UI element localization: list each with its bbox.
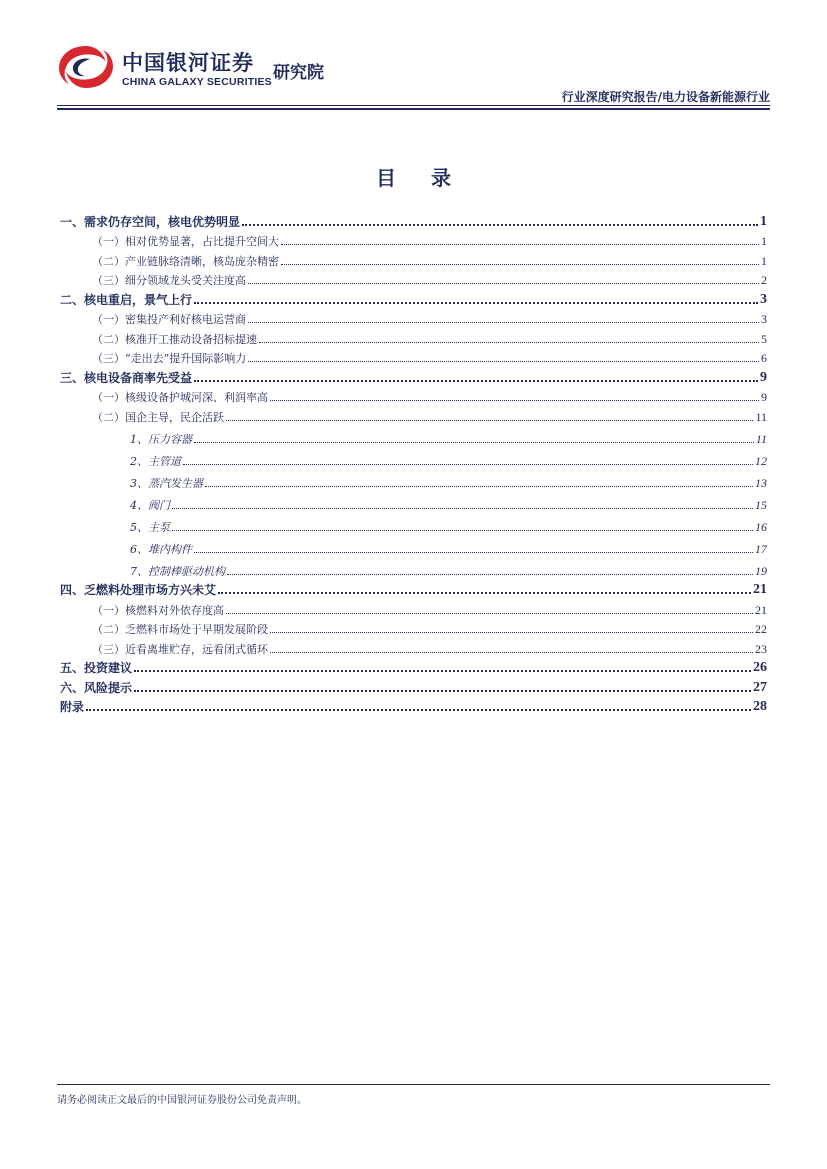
toc-dot-leader <box>134 689 751 692</box>
toc-page-number: 21 <box>753 582 767 597</box>
toc-dot-leader <box>270 631 753 633</box>
toc-dot-leader <box>281 263 759 265</box>
toc-page-number: 27 <box>753 679 767 695</box>
toc-dot-leader <box>194 379 758 382</box>
toc-entry-label: 一、需求仍存空间，核电优势明显 <box>60 214 241 229</box>
toc-entry-label: 4、阀门 <box>130 498 170 512</box>
toc-dot-leader <box>194 301 758 304</box>
brand-institute: 研究院 <box>273 63 324 83</box>
toc-entry-label: （三）近看离堆贮存，远看闭式循环 <box>92 642 268 656</box>
header-divider-thick <box>57 108 770 110</box>
toc-section-entry[interactable] <box>60 657 767 677</box>
toc-page-number: 19 <box>755 563 767 578</box>
toc-entry-label: （三）细分领域龙头受关注度高 <box>92 274 246 287</box>
toc-dot-leader <box>242 223 758 226</box>
toc-dot-leader <box>226 419 753 421</box>
toc-dot-leader <box>134 669 751 672</box>
footer-divider <box>57 1084 770 1085</box>
toc-page-number: 16 <box>755 519 767 534</box>
toc-page-number: 6 <box>761 351 767 365</box>
brand-name-cn: 中国银河证券 <box>122 51 254 75</box>
toc-entry-label: 7、控制棒驱动机构 <box>130 564 225 578</box>
toc-entry-label: 五、投资建议 <box>60 661 133 675</box>
toc-entry-label: 附录 <box>60 700 85 714</box>
toc-item-entry[interactable] <box>60 447 767 469</box>
toc-section-entry[interactable] <box>60 366 767 386</box>
toc-dot-leader <box>172 529 753 531</box>
toc-page-number: 23 <box>755 641 767 656</box>
toc-entry-label: （二）国企主导，民企活跃 <box>92 410 224 424</box>
toc-page-number: 2 <box>761 273 767 287</box>
toc-dot-leader <box>172 507 753 509</box>
toc-section-entry[interactable] <box>60 288 767 308</box>
footer-disclaimer: 请务必阅读正文最后的中国银河证券股份公司免责声明。 <box>57 1095 307 1106</box>
toc-entry-label: 四、乏燃料处理市场方兴未艾 <box>60 583 217 597</box>
toc-subsection-entry[interactable] <box>60 618 767 638</box>
toc-dot-leader <box>281 243 759 245</box>
toc-dot-leader <box>259 341 759 343</box>
toc-entry-label: （一）相对优势显著，占比提升空间大 <box>92 235 279 248</box>
toc-entry-label: （三）“走出去”提升国际影响力 <box>92 352 247 365</box>
toc-page-number: 5 <box>761 331 767 346</box>
toc-subsection-entry[interactable] <box>60 637 767 657</box>
toc-page-number: 11 <box>755 431 767 446</box>
toc-page-number: 3 <box>760 291 767 307</box>
toc-subsection-entry[interactable] <box>60 405 767 425</box>
toc-entry-label: 1、压力容器 <box>130 432 192 446</box>
toc-page-number: 13 <box>755 475 767 490</box>
toc-title: 目 录 <box>376 166 465 190</box>
toc-page-number: 9 <box>761 390 767 404</box>
toc-page-number: 15 <box>755 497 767 512</box>
toc-page-number: 17 <box>755 541 767 556</box>
toc-page-number: 11 <box>755 409 767 424</box>
toc-dot-leader <box>86 708 751 711</box>
toc-item-entry[interactable] <box>60 491 767 513</box>
brand-name-en: CHINA GALAXY SECURITIES <box>122 76 272 88</box>
galaxy-swirl-logo-icon <box>56 42 116 92</box>
toc-page-number: 22 <box>755 622 767 636</box>
toc-page-number: 26 <box>753 660 767 675</box>
toc-item-entry[interactable] <box>60 425 767 447</box>
toc-dot-leader <box>248 282 759 284</box>
toc-page-number: 9 <box>760 369 767 385</box>
header-divider <box>57 105 770 106</box>
toc-entry-label: （一）核级设备护城河深、利润率高 <box>92 391 268 404</box>
toc-section-entry[interactable] <box>60 579 767 599</box>
toc-entry-label: （二）产业链脉络清晰，核岛庞杂精密 <box>92 254 279 268</box>
toc-subsection-entry[interactable] <box>60 347 767 367</box>
toc-dot-leader <box>270 651 753 653</box>
toc-page-number: 3 <box>761 312 767 326</box>
toc-section-entry[interactable] <box>60 696 767 716</box>
toc-subsection-entry[interactable] <box>60 230 767 250</box>
toc-subsection-entry[interactable] <box>60 269 767 289</box>
toc-entry-label: 3、蒸汽发生器 <box>130 476 203 490</box>
toc-page-number: 1 <box>760 213 767 229</box>
toc-subsection-entry[interactable] <box>60 308 767 328</box>
toc-subsection-entry[interactable] <box>60 386 767 406</box>
toc-entry-label: （一）核燃料对外依存度高 <box>92 603 224 617</box>
toc-dot-leader <box>248 321 759 323</box>
toc-entry-label: 6、堆内构件 <box>130 542 192 556</box>
toc-dot-leader <box>227 573 753 575</box>
toc-dot-leader <box>226 612 753 614</box>
toc-dot-leader <box>205 485 753 487</box>
toc-subsection-entry[interactable] <box>60 598 767 618</box>
toc-entry-label: （二）核准开工推动设备招标提速 <box>92 332 257 346</box>
toc-item-entry[interactable] <box>60 469 767 491</box>
toc-subsection-entry[interactable] <box>60 327 767 347</box>
toc-dot-leader <box>194 551 753 553</box>
toc-section-entry[interactable] <box>60 210 767 230</box>
toc-dot-leader <box>248 360 759 362</box>
report-category: 行业深度研究报告/电力设备新能源行业 <box>561 90 770 104</box>
toc-page-number: 28 <box>753 699 767 714</box>
toc-entry-label: （二）乏燃料市场处于早期发展阶段 <box>92 623 268 636</box>
toc-dot-leader <box>183 463 753 465</box>
toc-entry-label: （一）密集投产利好核电运营商 <box>92 313 246 326</box>
toc-entry-label: 二、核电重启，景气上行 <box>60 292 193 307</box>
toc-entry-label: 2、主管道 <box>130 454 181 468</box>
toc-subsection-entry[interactable] <box>60 249 767 269</box>
toc-item-entry[interactable] <box>60 513 767 535</box>
toc-dot-leader <box>218 591 751 594</box>
toc-dot-leader <box>194 441 754 443</box>
toc-item-entry[interactable] <box>60 535 767 557</box>
toc-page-number: 12 <box>755 453 767 468</box>
toc-section-entry[interactable] <box>60 676 767 696</box>
toc-page-number: 1 <box>761 253 767 268</box>
toc-dot-leader <box>270 399 759 401</box>
toc-page-number: 1 <box>761 234 767 248</box>
toc-page-number: 21 <box>755 602 767 617</box>
toc-entry-label: 5、主泵 <box>130 520 170 534</box>
toc-entry-label: 三、核电设备商率先受益 <box>60 370 193 385</box>
table-of-contents <box>60 210 767 715</box>
toc-entry-label: 六、风险提示 <box>60 680 133 695</box>
toc-item-entry[interactable] <box>60 557 767 579</box>
